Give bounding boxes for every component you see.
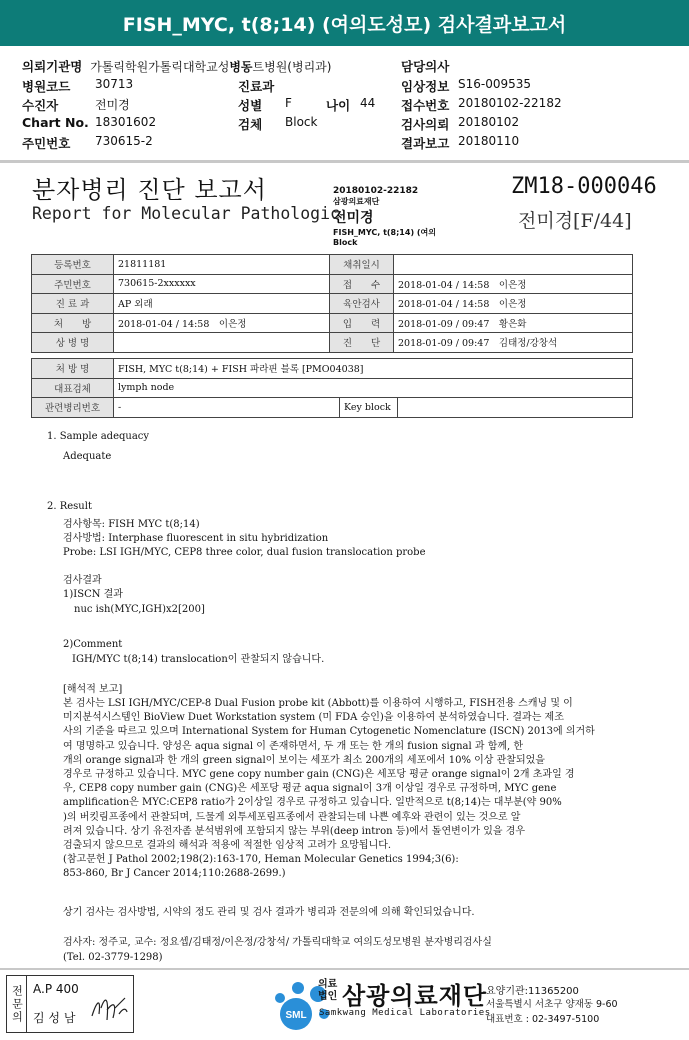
report-title-bar [0,0,689,46]
logo-badge: SML [285,1010,307,1021]
receipt-value: 20180102-22182 [458,96,562,110]
interp-line: 경우로 규정하고 있습니다. MYC gene copy number gain (CNG)은 세포당 평균 orange signal이 2개 초과일 경 [63,769,575,781]
interp-line: 우, CEP8 copy number gain (CNG)은 세포당 평균 aqua signal이 3개 이상일 경우로 규정하며, MYC gene [63,783,557,795]
age-value: 44 [360,96,376,110]
interpretation-title: [해석적 보고] [63,684,123,695]
info-table [31,254,633,353]
doctor-label: 담당의사 [401,59,450,74]
doctor-signature [89,990,129,1026]
footer-separator [0,968,689,970]
logo-english: Samkwang Medical Laboratories [319,1008,491,1018]
specimen-label: 검체 [238,117,263,132]
logo-small2: 법인 [318,991,338,1002]
clinical-value: S16-009535 [458,77,532,91]
chart-value: 18301602 [95,115,157,129]
receipt-label: 접수번호 [401,98,450,113]
logo-name: 삼광의료재단 [342,982,488,1010]
age-label: 나이 [326,98,351,113]
request-label: 검사의뢰 [401,117,450,132]
report-label: 결과보고 [401,136,450,151]
sex-label: 성별 [238,98,263,113]
hospital-code-value: 30713 [95,77,134,91]
iscn-value: nuc ish(MYC,IGH)x2[200] [74,604,205,615]
interp-line: 853-860, Br J Cancer 2014;110:2688-2699.) [63,868,286,880]
dept-label: 진료과 [238,79,275,94]
chart-label: Chart No. [22,115,89,130]
report-value: 20180110 [458,134,520,148]
table-row: 관련병리번호 - Key block [32,398,633,418]
care-code: 요양기관:11365200 [486,986,579,997]
result-method: 검사방법: Interphase fluorescent in situ hybridization [63,533,329,544]
interp-line: 사의 기준을 따르고 있으며 International System for Human Cytogenetic Nomenclature (ISCN) 2013에 의거하 [63,726,595,738]
doctor-name: 김 성 남 [33,1011,76,1025]
table-row: 상 병 명 진 단 2018-01-09 / 09:47 김태정/강창석 [32,333,633,353]
ap-number: A.P 400 [33,982,79,996]
logo-small1: 의료 [318,979,338,990]
specimen-value: Block [285,115,318,129]
report-id: ZM18-000046 [511,174,657,199]
sex-value: F [285,96,292,110]
rrn-label: 주민번호 [22,136,71,151]
interp-line: )의 버킷림프종에서 관찰되며, 드물게 외투세포림프종에서 관찰되는데 나쁜 예후와 관련이 있는 것으로 알 [63,811,521,823]
interp-line: 여 명명하고 있습니다. 양성은 aqua signal 이 존재하면서, 두 개 또는 한 개의 fusion signal 과 함께, 한 [63,740,524,752]
table-row: 진 료 과 AP 외래 육안검사 2018-01-04 / 14:58 이은정 [32,294,633,314]
comment-title: 2)Comment [63,639,123,650]
table-row: 대표검체 lymph node [32,378,633,398]
examiner-text: 검사자: 정주교, 교수: 정요셉/김태정/이은정/강창석/ 가톨릭대학교 여의도성모병원 분자병리검사실 [63,937,492,948]
patient-value: 전미경 [95,98,130,112]
specialist-box [6,975,134,1033]
rrn-value: 730615-2 [95,134,153,148]
report-title: FISH_MYC, t(8;14) (여의도성모) 검사결과보고서 [122,13,567,36]
table-row: 등록번호 21811181 채취일시 [32,255,633,275]
interp-line: 검출되지 않으므로 결과의 해석과 적용에 적절한 임상적 고려가 요망됩니다. [63,840,392,852]
table-row: 처 방 명 FISH, MYC t(8;14) + FISH 파라핀 블록 [PMO04038] [32,359,633,379]
scan-title-kr: 분자병리 진단 보고서 [32,176,267,204]
clinical-label: 임상정보 [401,79,450,94]
patient-signature: 전미경[F/44] [518,210,632,232]
interp-line: 본 검사는 LSI IGH/MYC/CEP-8 Dual Fusion probe kit (Abbott)를 이용하여 시행하고, FISH전용 스캐닝 및 이 [63,698,573,709]
order-table [31,358,633,418]
result-heading: 검사결과 [63,575,102,586]
address: 서울특별시 서초구 양재동 9-60 [486,999,618,1010]
section2-title: 2. Result [47,501,92,512]
comment-value: IGH/MYC t(8;14) translocation이 관찰되지 않습니다. [72,654,325,665]
scan-title-en: Report for Molecular Pathologic [32,204,340,223]
result-probe: Probe: LSI IGH/MYC, CEP8 three color, dual fusion translocation probe [63,547,426,558]
interpretation-text [63,697,595,882]
header-separator [0,160,689,163]
tel-text: (Tel. 02-3779-1298) [63,952,163,963]
confirmation-text: 상기 검사는 검사방법, 시약의 정도 관리 및 검사 결과가 병리과 전문의에 의해 확인되었습니다. [63,907,475,918]
iscn-title: 1)ISCN 결과 [63,589,123,600]
interp-line: 미지분석시스템인 BioView Duet Workstation system (미 FDA 승인)을 이용하여 분석하였습니다. 결과는 제조 [63,712,564,724]
phone: 대표번호 : 02-3497-5100 [486,1014,600,1025]
interp-line: amplification은 MYC:CEP8 ratio가 2이상일 경우로 규정하고 있습니다. 일반적으로 t(8;14)는 대부분(약 90% [63,797,562,809]
specialist-label: 전문의 [7,976,27,1032]
interp-line: 개의 orange signal과 한 개의 green signal이 보이는 세포가 최소 200개의 세포에서 10% 이상 관찰되었을 [63,754,545,766]
request-value: 20180102 [458,115,520,129]
interp-line: (참고문헌 J Pathol 2002;198(2):163-170, Heman Molecular Genetics 1994;3(6): [63,854,459,866]
section1-title: 1. Sample adequacy [47,431,150,442]
scanned-report [0,166,689,970]
result-item: 검사항목: FISH MYC t(8;14) [63,519,200,530]
table-row: 처 방 2018-01-04 / 14:58 이은정 입 력 2018-01-09 / 09:47 황은화 [32,313,633,333]
section1-value: Adequate [63,451,112,462]
specimen-label-sticker: 20180102-22182 삼광의료재단 전미경 FISH_MYC, t(8;14) (여의 Block [333,186,436,247]
patient-label: 수진자 [22,98,59,113]
hospital-code-label: 병원코드 [22,79,71,94]
institution-row: 의뢰기관명 가톨릭학원가톨릭대학교성병동트병원(병리과) [22,59,332,74]
interp-line: 려져 있습니다. 상기 유전자좀 분석범위에 포함되지 않는 부위(deep intron 등)에서 돌연변이가 있을 경우 [63,825,526,837]
table-row: 주민번호 730615-2xxxxxx 접 수 2018-01-04 / 14:58 이은정 [32,274,633,294]
